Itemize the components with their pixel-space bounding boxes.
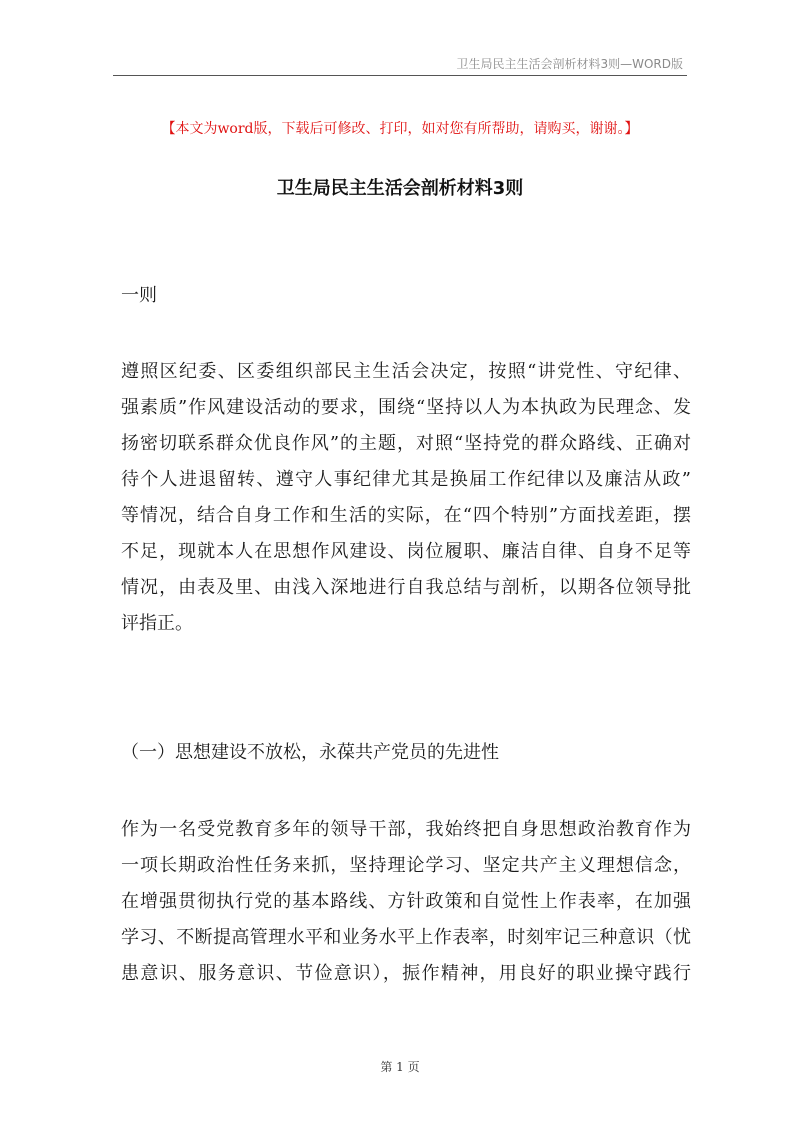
running-header: 卫生局民主生活会剖析材料3则—WORD版 (456, 57, 683, 71)
paragraph-line: 情况，由表及里、由浅入深地进行自我总结与剖析，以期各位领导批 (121, 577, 691, 598)
paragraph-line: 在增强贯彻执行党的基本路线、方针政策和自觉性上作表率，在加强 (121, 891, 691, 912)
paragraph-2 (121, 812, 691, 992)
document-title: 卫生局民主生活会剖析材料3则 (276, 178, 524, 199)
header-rule (113, 75, 687, 76)
section-label: 一则 (121, 285, 157, 306)
paragraph-line: 强素质”作风建设活动的要求，围绕“坚持以人为本执政为民理念、发 (121, 397, 691, 418)
paragraph-line: 不足，现就本人在思想作风建设、岗位履职、廉洁自律、自身不足等 (121, 541, 691, 562)
paragraph-line: 等情况，结合自身工作和生活的实际，在“四个特别”方面找差距，摆 (121, 505, 691, 526)
paragraph-1 (121, 354, 691, 642)
paragraph-line: 评指正。 (121, 613, 193, 634)
paragraph-line: 待个人进退留转、遵守人事纪律尤其是换届工作纪律以及廉洁从政” (121, 469, 691, 490)
page-number: 第 1 页 (380, 1060, 420, 1074)
paragraph-line: 学习、不断提高管理水平和业务水平上作表率，时刻牢记三种意识（忧 (121, 927, 691, 948)
paragraph-line: 作为一名受党教育多年的领导干部，我始终把自身思想政治教育作为 (121, 819, 691, 840)
paragraph-line: 扬密切联系群众优良作风”的主题，对照“坚持党的群众路线、正确对 (121, 433, 691, 454)
purchase-notice: 【本文为word版，下载后可修改、打印，如对您有所帮助，请购买，谢谢。】 (161, 121, 639, 137)
subheading-1: （一）思想建设不放松，永葆共产党员的先进性 (121, 742, 499, 763)
paragraph-line: 一项长期政治性任务来抓，坚持理论学习、坚定共产主义理想信念， (121, 855, 691, 876)
paragraph-line: 遵照区纪委、区委组织部民主生活会决定，按照“讲党性、守纪律、 (121, 361, 691, 382)
paragraph-line: 患意识、服务意识、节俭意识），振作精神，用良好的职业操守践行 (121, 963, 691, 984)
